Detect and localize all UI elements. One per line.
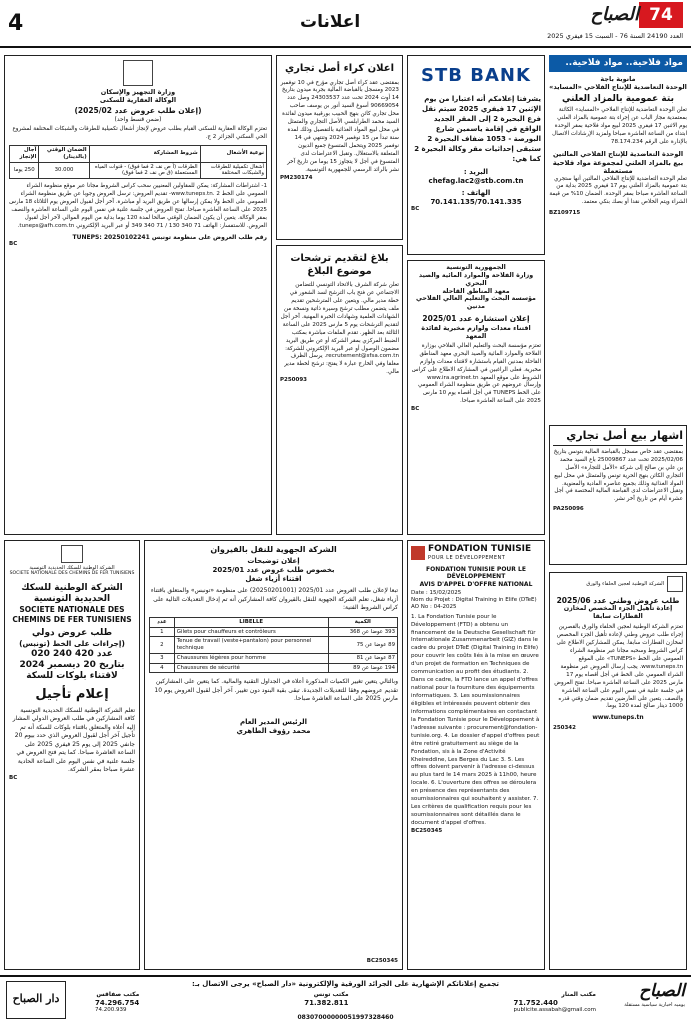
agri-org: الوحدة التعاضدية للإنتاج الفلاحي «المسايد» <box>549 83 687 92</box>
kairouan-org: الشركة الجهوية للنقل بالقيروان <box>210 545 337 554</box>
kairouan-row-label: Chaussures légères pour homme <box>174 653 328 663</box>
agri-body-2: تعلم الوحدة التعاضدية للإنتاج الفلاحي المالتين أنها ستجري بتة عمومية بالمزاد العلني يوم 17 فيفري 2025 بداية من الساعة العاشرة صباحا بمقر الوحدة. الضمان 10% من قيمة الشراء ويتم الخلاص نقدا أو بصك بنكي معتمد. <box>549 175 687 206</box>
sncft-tender-purpose: لاقتناء بلوكات للسكة <box>26 671 118 682</box>
kairouan-sub-1: بخصوص طلب عروض عدد 2025/01 <box>212 565 335 574</box>
ira-ad <box>407 260 545 535</box>
sncft-notice: إعلام تأجيل <box>35 686 109 702</box>
sncft-tender-proc: (إجراءات على الخط (تونبس) <box>19 639 125 649</box>
paper-company-logo-icon <box>667 576 683 592</box>
housing-tender-no: (إعلان طلب عروض عدد 2025/02) <box>74 106 202 116</box>
housing-ref: BC <box>9 241 18 248</box>
housing-agency-ad <box>4 55 272 535</box>
footer-brand-block <box>605 981 685 1009</box>
applications-body: تعلن شركة الشرف بالاتحاد التونسي للتضامن الاجتماعي عن فتح باب الترشح لسد الشغور في خطة مدير مالي. ويتعين على المترشحين تقديم ملف يتضمن مطلب ترشح وسيرة ذاتية ونسخة من الشهادات العلمية وشهادات الخبرة المهنية. آخر أجل لتقديم الترشحات يوم 5 مارس 2025 على الساعة الثالثة بعد الظهر. تقدم الملفات مباشرة بمكتب الضبط المركزي بمقر الشركة أو عن طريق البريد مضمون الوصول أو عبر البريد الإلكتروني للشركة: recrutement@sfsa.com.tn. يرسل الظرف مغلقا وفي الخارج عبارة لا يفتح: ترشح لخطة مدير مالي. <box>280 282 399 376</box>
page-number: 4 <box>8 11 24 36</box>
lease-title: اعلان كراء أصل تجاري <box>284 63 395 74</box>
footer-offices <box>95 991 596 1014</box>
kairouan-row-qty: 87 عوضا عن 81 <box>328 653 397 663</box>
kairouan-body: وبالتالي يتعين تغيير الكميات المذكورة أعلاه في الجداول التقنية والمالية. كما يتعين على المشاركين تقديم عروضهم وفقا للتعديلات الجديدة. تبقى بقية البنود دون تغيير. آخر أجل لقبول العروض يوم 10 مارس 2025 على الساعة العاشرة صباحا. <box>154 678 398 703</box>
kairouan-row-num: 4 <box>150 663 175 673</box>
kairouan-row-qty: 393 عوضا عن 368 <box>328 627 397 637</box>
fondation-ref: BC250345 <box>411 827 443 834</box>
lease-ad <box>276 55 403 240</box>
kairouan-row-num: 2 <box>150 637 175 654</box>
fondation-aon: AO No : 04-2025 <box>411 603 457 610</box>
fondation-name: FONDATION TUNISIE <box>428 544 532 554</box>
housing-cell-works: أشغال تكميلية للطرقات والشبكات المختلفة <box>200 162 266 179</box>
footer-small-brand: دار الصباح <box>12 992 60 1005</box>
housing-tuneps-ref: رقم طلب العروض على منظومة تونبس TUNEPS: 20250102241 <box>72 233 267 241</box>
footer-office-tunis <box>304 991 348 1014</box>
kairouan-sign-role: الرئيس المدير العام <box>239 717 308 726</box>
kairouan-row-qty: 89 عوضا عن 75 <box>328 637 397 654</box>
table-row <box>150 627 398 637</box>
footer-office-menzah-name: مكتب المنار <box>561 991 596 998</box>
kairouan-sign-name: محمد رؤوف الطاهري <box>236 726 311 735</box>
agri-title-2: بيع بالمزاد العلني لمجموعة مواد فلاحية مستعملة <box>552 158 684 176</box>
kairouan-col-num: عدد <box>150 617 175 627</box>
sncft-tender-date: بتاريخ 20 ديسمبر 2024 <box>19 660 125 671</box>
agri-banner: مواد فلاحية.. مواد فلاحية.. <box>549 55 687 72</box>
sncft-org-ar: الشركة الوطنية للسكك الحديدية التونسية <box>21 582 123 605</box>
footer-office-menzah-tel: 71.752.440 <box>513 998 558 1007</box>
kairouan-row-label: Chaussures de sécurité <box>174 663 328 673</box>
sncft-tender-num: عدد 420 240 020 <box>31 648 113 659</box>
stb-ad <box>407 55 545 255</box>
kairouan-col-qty: الكمية <box>328 617 397 627</box>
masthead: الصباح <box>590 4 639 25</box>
masthead-badge: 74 <box>639 2 683 28</box>
ira-ref: BC <box>411 406 420 413</box>
sncft-logo-icon <box>61 545 83 563</box>
footer-brand-sub: يوميه اخبارية سياسية مستقلة <box>624 1002 685 1009</box>
footer-office-tunis-tel: 71.382.811 <box>304 998 349 1007</box>
agri-body: تعلن الوحدة التعاضدية للإنتاج الفلاحي «المسايد» الكائنة بمعتمدية مجاز الباب عن إجراء بتة عمومية بالمزاد العلني يوم الاثنين 17 فيفري 2025 لبيع مواد فلاحية بمقر الوحدة ابتداء من الساعة العاشرة صباحا ولمزيد الإرشادات الاتصال بالإدارة على الرقم 78.174.234 <box>552 106 687 145</box>
housing-cell-conditions: الطرقات (أ ص نف 2 فما فوق) - قنوات المياه المستعملة (ق ص نف 2 فما فوق) <box>89 162 200 179</box>
housing-agency-logo-icon <box>123 60 153 86</box>
table-row <box>150 663 398 673</box>
table-row <box>150 637 398 654</box>
stb-email-label: البريد : <box>463 168 489 177</box>
housing-tender-sub: (ضمن قسط واحد) <box>114 115 162 123</box>
ira-sub: اقتناء معدات ولوازم مخبرية لفائدة المعهد <box>421 323 531 340</box>
sncft-tender: طلب عروض دولي <box>31 628 113 639</box>
ira-title: إعلان استشارة عدد 2025/01 <box>422 314 530 324</box>
stb-email: chefag.lac2@stb.com.tn <box>428 177 524 186</box>
housing-body: 1- اشتراطات المشاركة: يمكن للمقاولين المعنيين سحب كراس الشروط مجانا عبر موقع منظومة الشراء العمومي على الخط www.tuneps.tn. 2- تقديم العروض: ترسل العروض وجوبا عن طريق منظومة الشراء العمومي على الخط ولا يمكن إرسالها عن طريق البريد أو مباشرة. آخر أجل لقبول العروض يوم الثلاثاء 18 مارس 2025 على الساعة العاشرة صباحا. تفتح العروض في جلسة علنية في نفس اليوم على الساعة العاشرة والنصف بمقر الوكالة. يتعين أن يكون الضمان الوقتي صالحا لمدة 120 يوما بداية من اليوم الموالي لآخر أجل لقبول العروض. للاستفسار: الهاتف 71 340 130 / 71 340 349 أو عبر البريد الإلكتروني tuneps@afh.com.tn. <box>9 183 267 229</box>
footer-title: تجميع إعلاناتكم الإشهارية على الجرائد الورقية والإلكترونية «دار الصباح» يرجى الاتصال بـ: <box>191 980 499 988</box>
kairouan-row-label: Tenue de travail (veste+pantalon) pour personnel technique <box>174 637 328 654</box>
footer-office-sfax-tel: 74.296.754 <box>95 998 140 1007</box>
footer-fax: 74.200.939 <box>95 1007 127 1014</box>
footer-account: 08307000000051997328460 <box>297 1014 394 1021</box>
paper-tender-site: www.tuneps.tn <box>592 714 644 722</box>
fondation-tagline: POUR LE DÉVELOPPEMENT <box>428 555 506 562</box>
kairouan-row-num: 3 <box>150 653 175 663</box>
sncft-ad <box>4 540 140 970</box>
paper-tender-ref: 250342 <box>553 724 576 731</box>
ira-line-5: مدنين <box>466 303 486 311</box>
lease-body: بمقتضى عقد كراء أصل تجاري مؤرخ في 10 نوفمبر 2023 ومسجل بالقباضة المالية بجربة ميدون بتاريخ 14 أوت 2024 تحت عدد 24303537 وصل عدد 90669054 أسوغ السيد أنور بن يوسف صاحب محل تجاري كائن بنهج الحبيب بورقيبة ميدون لفائدة السيد محمد الطرابلسي الأصل التجاري والمتمثل في محل لبيع المواد الغذائية بالتفصيل وذلك لمدة سنة تبدأ من 15 نوفمبر 2024 وتنتهي في 14 نوفمبر 2025 ويتحمل المتسوغ جميع الديون المتعلقة بالاستغلال. وتقبل الاعتراضات لدى المتسوغ في أجل لا يتجاوز 15 يوما من تاريخ آخر نشر بالرائد الرسمي للجمهورية التونسية. <box>280 79 399 173</box>
kairouan-row-label: Gilets pour chauffeurs et contrôleurs <box>174 627 328 637</box>
kairouan-notice: إعلان توضيحات <box>247 557 300 565</box>
footer-office-sfax <box>95 991 139 1014</box>
paper-tender-sub: إعادة تأهيل الجزء المخصص لمخازن القطارات سابقا <box>563 605 673 621</box>
footer-office-tunis-name: مكتب تونس <box>313 991 349 998</box>
housing-col-guarantee: الضمان الوقتي (بالدينار) <box>39 146 89 163</box>
footer-office-menzah <box>514 991 596 1014</box>
footer-office-sfax-name: مكتب صفاقس <box>96 991 140 998</box>
housing-summary: تعتزم الوكالة العقارية للسكنى القيام بطلب عروض لإنجاز أشغال تكميلية للطرقات والشبكات المختلفة لمشروع الحي السكني الجزائر 2 ج. <box>12 126 267 141</box>
paper-tender-title: طلب عروض وطني عدد 2025/06 <box>556 596 680 605</box>
housing-ministry: وزارة التجهيز والإسكان <box>100 88 176 96</box>
business-sale-ad <box>549 425 687 565</box>
agri-sub: مانوبة باجة <box>600 75 636 84</box>
page-footer <box>0 975 691 1021</box>
ira-line-4: مؤسسة البحث والتعليم العالي الفلاحي <box>416 295 536 303</box>
fondation-body: 1. La Fondation Tunisie pour le Développement (FTD) a obtenu un financement de la Deutsche Gesellschaft für Internationale Zusammenarbeit (GIZ) dans le cadre du projet DTeE (Digital Training in Elife) pour couvrir les coûts liés à la mise en œuvre d'un projet de formation en Techniques de communication au profit des étudiants. 2. Dans ce cadre, la FTD lance un appel d'offres national pour la fourniture des équipements informatiques. 3. Les soumissionnaires éligibles et intéressés peuvent obtenir des informations complémentaires en contactant la Fondation Tunisie pour le Développement à l'adresse suivante : procurement@fondation-tunisie.org. 4. Le dossier d'appel d'offres peut être retiré gratuitement au siège de la Fondation, sis à la Zone d'Activité Kheireddine, Les Berges du Lac 3. 5. Les offres doivent parvenir à l'adresse ci-dessus au plus tard le 14 mars 2025 à 11h00, heure locale. 6. L'ouverture des offres se déroulera en présence des représentants des soumissionnaires qui souhaitent y assister. 7. Les critères de qualification requis pour les soumissionnaires sont détaillés dans le document d'appel d'offres. <box>411 613 540 826</box>
housing-col-deadline: آجال الإنجاز <box>10 146 39 163</box>
fondation-logo-icon <box>411 546 425 560</box>
fondation-head-1: FONDATION TUNISIE POUR LE DÉVELOPPEMENT <box>426 565 526 580</box>
kairouan-sub-2: اقتناء أزياء شغل <box>245 574 302 583</box>
stb-ref: BC <box>411 206 420 213</box>
ira-line-3: معهد المناطق القاحلة <box>442 287 510 295</box>
footer-brand: الصباح <box>639 981 685 1001</box>
sncft-org-fr: SOCIETE NATIONALE DES CHEMINS DE FER TUNISIENS <box>12 605 132 624</box>
business-sale-body: بمقتضى عقد خاص مسجل بالقباضة المالية بتونس بتاريخ 2025/02/06 تحت عدد 25009867 باع السيد محمد بن علي بن صالح إلى شركة «الأمل للتجارة» الأصل التجاري الكائن بنهج الحرية تونس والمتمثل في محل لبيع المواد الغذائية وذلك بجميع عناصره المادية والمعنوية. وتقبل الاعتراضات لدى القباضة المالية المختصة في أجل عشرة أيام من تاريخ آخر نشر. <box>553 448 683 503</box>
kairouan-table <box>149 617 398 674</box>
fondation-project: Nom du Projet : Digital Training in Elife (DTeE) <box>411 596 537 603</box>
footer-email: publicite.assabah@gmail.com <box>513 1007 596 1014</box>
stb-phone-label: الهاتف : <box>461 188 491 197</box>
stb-phone: 70.141.135/70.141.335 <box>430 197 522 206</box>
kairouan-intro: تبعا لإعلان طلب العروض عدد 2025/01 (20250201001) على منظومة «تونبس» والمتعلق باقتناء أزياء شغل، تعلم الشركة الجهوية للنقل بالقيروان كافة المشاركين أنه تم إدخال التعديلات التالية على كراس الشروط الفنية: <box>150 587 398 612</box>
ira-line-1: الجمهورية التونسية <box>446 264 506 271</box>
stb-body: يشرفنا إعلامكم أنه اعتبارا من يوم الإثنين 17 فيفري 2025 سيتم نقل فرع البحيرة 2 إلى المقر الجديد الواقع في إقامة ياسمين شارع البورصة - 1053 ضفاف البحيرة 2 ستبقى إحداثيات مقر وكالة البحيرة 2 كما هي: <box>414 94 541 164</box>
agri-ads-column <box>549 55 687 475</box>
sncft-logo-ar: الشركة الوطنية للسكك الحديدية التونسية <box>29 565 115 571</box>
paper-company-name: الشركة الوطنية لعجين الحلفاء والورق <box>586 580 664 587</box>
kairouan-row-qty: 194 عوضا عن 89 <box>328 663 397 673</box>
housing-col-works: نوعية الأشغال <box>200 146 266 163</box>
applications-ref: P250093 <box>280 377 307 384</box>
kairouan-ad <box>144 540 403 970</box>
kairouan-ref: BC250345 <box>366 958 398 965</box>
agri-org-2: الوحدة التعاضدية للإنتاج الفلاحي المالتين <box>552 150 684 159</box>
applications-ad <box>276 245 403 535</box>
table-row <box>150 653 398 663</box>
agri-ref: BZ109715 <box>549 210 581 217</box>
paper-tender-body: تعتزم الشركة الوطنية لعجين الحلفاء والورق بالقصرين إجراء طلب عروض وطني لإعادة تأهيل الجزء المخصص لمخازن القطارات سابقا. يمكن للمشاركين الاطلاع على كراس الشروط وسحبه مجانا عبر منظومة الشراء العمومي على الخط «TUNEPS» على الموقع www.tuneps.tn. يجب إرسال العروض عبر منظومة الشراء العمومي على الخط في أجل أقصاه يوم 17 مارس 2025 على الساعة العاشرة صباحا. تفتح العروض في جلسة علنية في نفس اليوم على الساعة العاشرة والنصف. يتعين على العارضين تقديم ضمان وقتي قدره 1000 دينار صالح لمدة 120 يوما. <box>554 624 683 710</box>
stb-logo: STB BANK <box>421 65 531 86</box>
fondation-date: Date : 15/02/2025 <box>411 590 462 596</box>
section-title: اعلانات <box>300 12 361 32</box>
paper-company-ad <box>549 572 687 970</box>
business-sale-ref: PA250096 <box>553 506 584 513</box>
housing-col-conditions: شروط المشاركة <box>89 146 200 163</box>
applications-title: بلاغ لتقديم ترشحات موضوع البلاغ <box>290 253 389 277</box>
kairouan-row-num: 1 <box>150 627 175 637</box>
lease-ref: PM230174 <box>280 174 313 181</box>
page-header <box>0 0 691 48</box>
ira-line-2: وزارة الفلاحة والموارد المائية والصيد البحري <box>418 271 534 287</box>
housing-cell-guarantee: 30.000 <box>39 162 89 179</box>
sncft-logo-fr: SOCIETE NATIONALE DES CHEMINS DE FER TUNISIENS <box>9 571 135 577</box>
sncft-ref: BC <box>9 774 18 781</box>
agri-title: بتة عمومية بالمزاد العلني <box>562 93 674 104</box>
sncft-body: تعلم الشركة الوطنية للسكك الحديدية التونسية كافة المشاركين في طلب العروض الدولي المشار إليه أعلاه والمتعلق باقتناء بلوكات للسكة أنه تم تأجيل آخر أجل لقبول العروض الذي حدد بيوم 20 جانفي 2025 إلى يوم 25 فيفري 2025 على الساعة العاشرة صباحا. كما يتم فتح العروض في جلسة علنية في نفس اليوم على الساعة الحادية عشرة صباحا بمقر الشركة. <box>12 706 135 774</box>
housing-agency: الوكالة العقارية للسكنى <box>99 96 177 105</box>
footer-small-logo <box>6 981 66 1019</box>
fondation-ad <box>407 540 545 970</box>
business-sale-title: اشهار بيع أصل تجاري <box>553 429 683 446</box>
ira-body: تعتزم مؤسسة البحث والتعليم العالي الفلاحي بوزارة الفلاحة والموارد المائية والصيد البحري معهد المناطق القاحلة بمدنين القيام باستشارة لاقتناء معدات ولوازم مخبرية. فعلى الراغبين في المشاركة الاطلاع على كراس الشروط على موقع المعهد www.ira.agrinet.tn وإرسال عروضهم عن طريق منظومة الشراء العمومي على الخط TUNEPS في أجل أقصاه يوم 10 مارس 2025 على الساعة العاشرة صباحا. <box>411 342 541 405</box>
issue-line: العدد 24190 السنة 76 - السبت 15 فيفري 2025 <box>547 32 683 40</box>
fondation-head-2: AVIS D'APPEL D'OFFRE NATIONAL <box>419 580 533 588</box>
housing-table <box>9 145 267 179</box>
kairouan-col-label: LIBELLE <box>174 617 328 627</box>
housing-cell-deadline: 250 يوما <box>10 162 39 179</box>
